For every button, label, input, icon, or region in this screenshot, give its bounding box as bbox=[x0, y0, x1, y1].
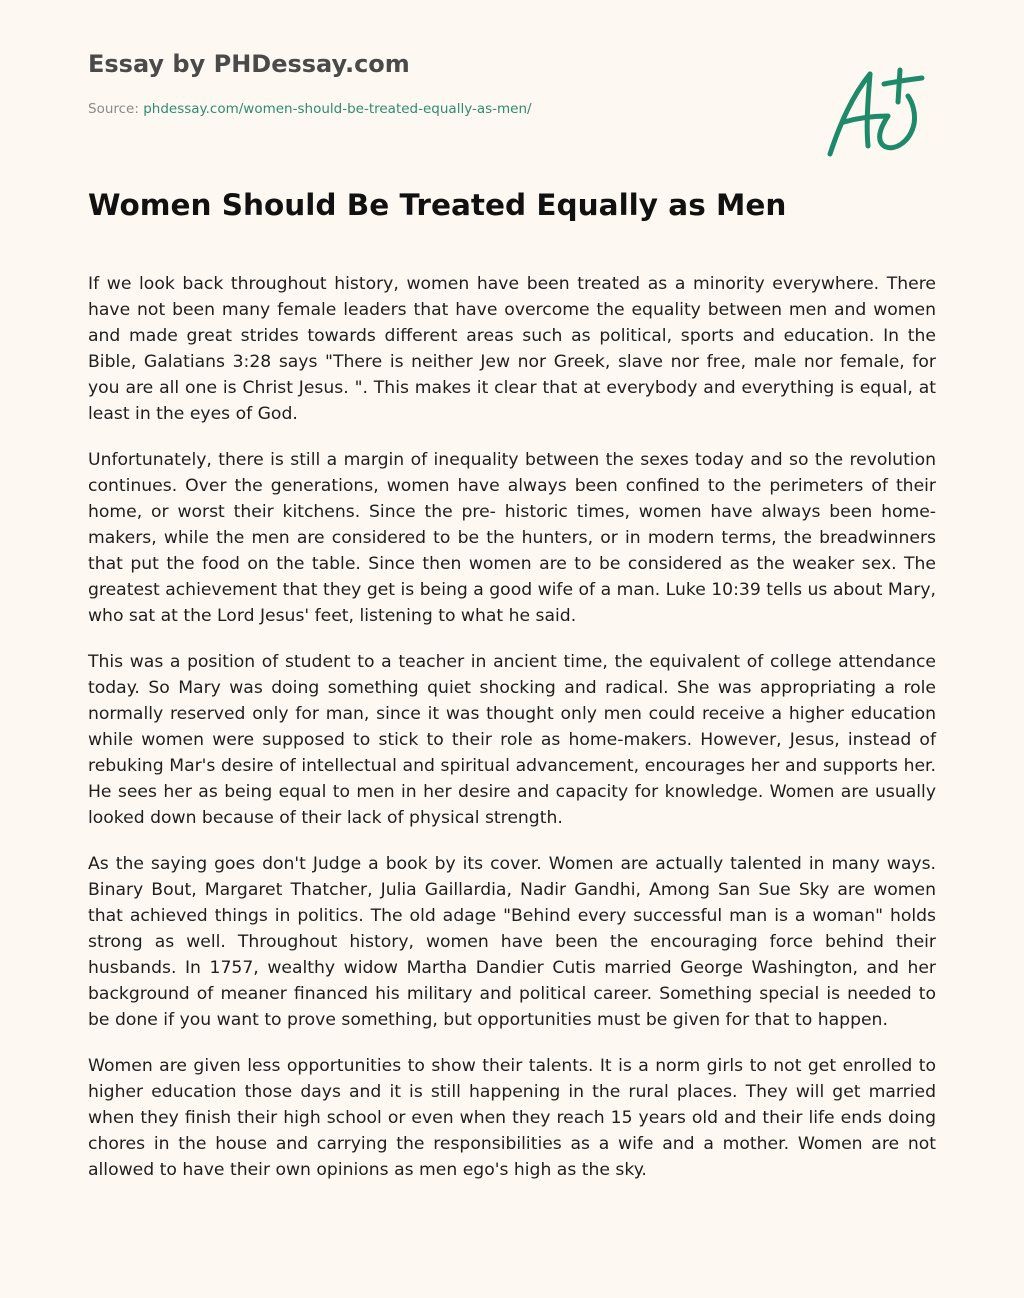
essay-paragraph: Women are given less opportunities to show their talents. It is a norm girls to not get enrolled to higher education those days and it is still happening in the rural places. They will get married when they finish their high school or even when they reach 15 years old and their life ends doing chores in the house and carrying the responsibilities as a wife and a mother. Women are not allowed to have their own opinions as men ego's high as the sky. bbox=[88, 1056, 936, 1180]
source-label: Source: bbox=[88, 101, 139, 117]
source-line bbox=[88, 101, 532, 117]
essay-title: Women Should Be Treated Equally as Men bbox=[88, 188, 787, 222]
essay-paragraph: If we look back throughout history, women have been treated as a minority everywhere. There have not been many female leaders that have overcome the equality between men and women and made great strides towards different areas such as political, sports and education. In the Bible, Galatians 3:28 says "There is neither Jew nor Greek, slave nor free, male nor female, for you are all one is Christ Jesus. ". This makes it clear that at everybody and everything is equal, at least in the eyes of God. bbox=[88, 274, 936, 424]
a-plus-logo-icon bbox=[818, 62, 934, 166]
essay-paragraph: As the saying goes don't Judge a book by its cover. Women are actually talented in many ways. Binary Bout, Margaret Thatcher, Julia Gaillardia, Nadir Gandhi, Among San Sue Sky are women that achieved things in politics. The old adage "Behind every successful man is a woman" holds strong as well. Throughout history, women have been the encouraging force behind their husbands. In 1757, wealthy widow Martha Dandier Cutis married George Washington, and her background of meaner financed his military and political career. Something special is needed to be done if you want to prove something, but opportunities must be given for that to happen. bbox=[88, 854, 936, 1030]
essay-body bbox=[88, 271, 936, 1203]
site-title: Essay by PHDessay.com bbox=[88, 50, 410, 78]
essay-paragraph: This was a position of student to a teacher in ancient time, the equivalent of college attendance today. So Mary was doing something quiet shocking and radical. She was appropriating a role normally reserved only for man, since it was thought only men could receive a higher education while women were supposed to stick to their role as home-makers. However, Jesus, instead of rebuking Mar's desire of intellectual and spiritual advancement, encourages her and supports her. He sees her as being equal to men in her desire and capacity for knowledge. Women are usually looked down because of their lack of physical strength. bbox=[88, 652, 936, 828]
essay-paragraph: Unfortunately, there is still a margin of inequality between the sexes today and so the revolution continues. Over the generations, women have always been confined to the perimeters of their home, or worst their kitchens. Since the pre- historic times, women have always been home-makers, while the men are considered to be the hunters, or in modern terms, the breadwinners that put the food on the table. Since then women are to be considered as the weaker sex. The greatest achievement that they get is being a good wife of a man. Luke 10:39 tells us about Mary, who sat at the Lord Jesus' feet, listening to what he said. bbox=[88, 450, 936, 626]
source-link[interactable]: phdessay.com/women-should-be-treated-equally-as-men/ bbox=[143, 101, 532, 117]
